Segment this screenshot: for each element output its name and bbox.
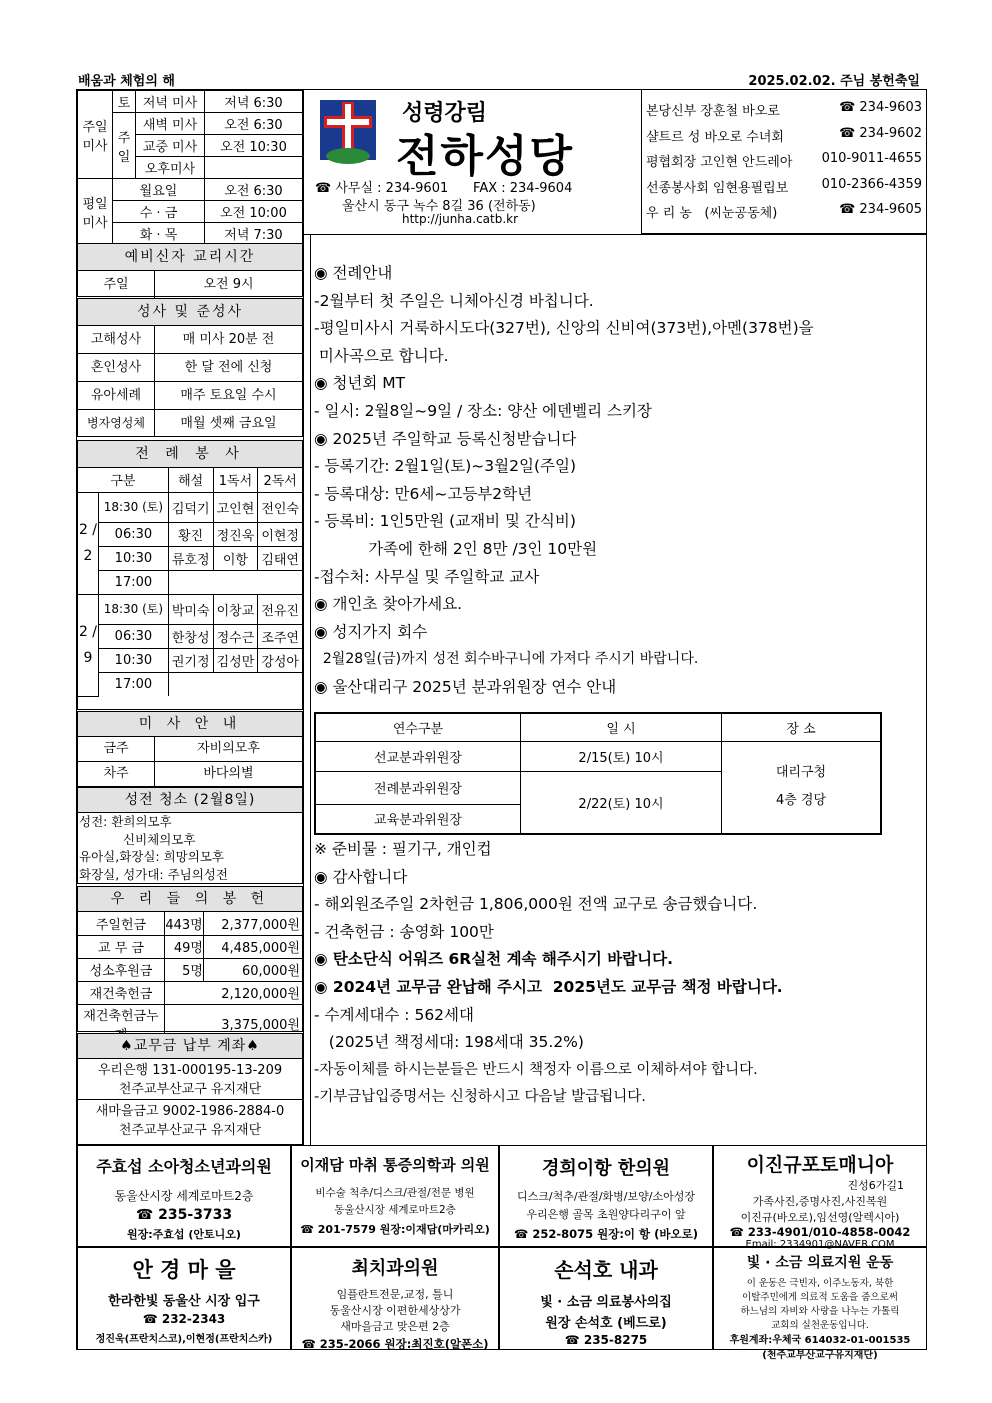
sacrament-info: 매주 토요일 수시 <box>180 388 277 403</box>
ad-phone: ☎ 235-3733 <box>135 1207 233 1223</box>
weekday-day: 월요일 <box>113 179 205 201</box>
training-group: 전례분과위원장 <box>315 771 521 804</box>
ad-line: 이 운동은 극빈자, 이주노동자, 북한 <box>746 1278 894 1289</box>
ad-title: 이재담 마취 통증의학과 의원 <box>300 1156 490 1174</box>
ad-line: 빛 · 소금 의료봉사의집 <box>540 1295 672 1310</box>
reader-1: 김성만 <box>213 648 258 672</box>
ad-title: 경희이항 한의원 <box>542 1158 670 1179</box>
staff-name: 샬트르 성 바오로 수녀회 <box>646 129 784 145</box>
commentator: 한창성 <box>168 624 213 648</box>
fax-text: FAX : 234-9604 <box>473 181 573 196</box>
offering-count: 5명 <box>165 958 204 981</box>
liturgy-header: 해설 <box>168 468 213 492</box>
ad-account: 후원계좌:우체국 614032-01-001535 <box>729 1335 911 1346</box>
training-place-room: 4층 경당 <box>775 793 827 809</box>
ad-oriental-clinic <box>499 1145 713 1247</box>
training-group: 교육분과위원장 <box>315 804 521 834</box>
liturgy-header: 2독서 <box>258 468 302 492</box>
office-phone <box>315 177 572 196</box>
account-2 <box>78 1099 302 1140</box>
offering-amount: 3,375,000원 <box>165 1004 303 1043</box>
liturgy-time: 06:30 <box>99 522 169 546</box>
reader-2: 강성아 <box>258 648 302 672</box>
staff-name: 평협회장 고인현 안드레아 <box>646 155 793 170</box>
ad-line: 임플란트전문,교정, 틀니 <box>336 1288 454 1301</box>
sacrament-name: 혼인성사 <box>78 354 155 381</box>
account-title: ♠교무금 납부 계좌♠ <box>78 1034 302 1059</box>
mass-guide-group: 자비의모후 <box>197 741 260 756</box>
offering-label: 재건축헌금누 <box>78 1004 165 1043</box>
divider <box>303 90 304 1145</box>
ad-internal-medicine <box>499 1247 713 1350</box>
sacrament-name: 유아세례 <box>78 382 155 409</box>
ad-title: 빛 · 소금 의료지원 운동 <box>746 1255 894 1271</box>
offering-label: 주일헌금 <box>78 912 165 935</box>
liturgy-empty <box>168 672 302 696</box>
notice-line: - 등록대상: 만6세~고등부2학년 <box>314 484 533 503</box>
notice-line: 가족에 한해 2인 8만 /3인 10만원 <box>314 539 598 558</box>
staff-name: 선종봉사회 임현용필립보 <box>646 180 789 196</box>
offering-amount: 60,000원 <box>204 958 303 981</box>
offering-label: 교 무 금 <box>78 935 165 958</box>
header-date: 2025.02.02. 주님 봉헌축일 <box>748 74 920 89</box>
notices-upper <box>314 260 904 702</box>
saturday-label: 토 <box>113 91 136 113</box>
reader-2: 전인숙 <box>258 492 302 522</box>
divider <box>303 234 927 235</box>
sacrament-row <box>78 409 302 437</box>
ad-phone: ☎ 233-4901/010-4858-0042 <box>729 1225 911 1239</box>
sacraments-section <box>77 298 303 437</box>
ad-line: 이탈주민에게 의료적 도움을 줌으로써 <box>742 1292 898 1303</box>
training-place-name: 대리구청 <box>775 765 827 781</box>
weekday-time: 오전 6:30 <box>205 179 303 201</box>
ad-line: 동울산시장 세계로마트2층 <box>114 1189 254 1203</box>
ad-line: 정진욱(프란치스코),이현정(프란치스카) <box>95 1334 273 1345</box>
ad-medical-support <box>713 1247 927 1361</box>
staff-row <box>646 100 922 126</box>
weekday-mass-label: 평일 미사 <box>78 179 113 245</box>
offering-count: 49명 <box>165 935 204 958</box>
reader-1: 정진욱 <box>213 522 258 546</box>
sacrament-name: 고해성사 <box>78 326 155 353</box>
mass-name: 새벽 미사 <box>136 113 205 135</box>
liturgy-time: 17:00 <box>99 672 169 696</box>
mass-guide-row <box>78 737 302 761</box>
liturgy-time: 18:30 (토) <box>99 594 169 624</box>
notice-line: - 해외원조주일 2차헌금 1,806,000원 전액 교구로 송금했습니다. <box>314 895 758 914</box>
notice-heading: ◉ 울산대리구 2025년 분과위원장 연수 안내 <box>314 677 617 696</box>
offering-label: 성소후원금 <box>78 958 165 981</box>
notice-line: (2025년 책정세대: 198세대 35.2%) <box>314 1033 584 1052</box>
sacrament-row <box>78 381 302 409</box>
ad-phone: ☎ 235-8275 <box>564 1333 648 1347</box>
mass-time: 오전 10:30 <box>205 135 303 157</box>
training-header: 장 소 <box>722 713 882 741</box>
liturgy-title: 전 례 봉 사 <box>78 441 302 468</box>
catechumen-day: 주일 <box>78 271 155 298</box>
liturgy-time: 17:00 <box>99 570 169 594</box>
account-number: 우리은행 131-000195-13-209 <box>97 1063 283 1078</box>
notice-line: -기부금납입증명서는 신청하시고 다음날 발급됩니다. <box>314 1089 646 1106</box>
ad-title: 이진규포토매니아 <box>746 1154 894 1176</box>
cleaning-line: 유아실,화장실: 희망의모후 <box>79 849 224 864</box>
staff-row <box>646 202 922 228</box>
ad-phone: ☎ 201-7579 원장:이재담(마카리오) <box>300 1223 490 1236</box>
commentator: 김덕기 <box>168 492 213 522</box>
church-logo <box>318 98 378 168</box>
mass-guide-week: 금주 <box>78 737 155 761</box>
notices-lower <box>314 836 904 1112</box>
ad-title: 안 경 마 을 <box>132 1258 236 1282</box>
website-link[interactable]: http://junha.catb.kr <box>402 212 519 226</box>
reader-2: 이현정 <box>258 522 302 546</box>
cleaning-line: 화장실, 성가대: 주님의성전 <box>79 866 228 882</box>
cleaning-title: 성전 청소 (2월8일) <box>78 788 302 813</box>
account-holder: 천주교부산교구 유지재단 <box>118 1082 262 1097</box>
commentator: 황진 <box>168 522 213 546</box>
ad-email: Email: 2334901@NAVER.COM <box>745 1239 895 1250</box>
ad-optical-store <box>77 1247 291 1350</box>
offering-title: 우 리 들 의 봉 헌 <box>78 887 302 912</box>
account-1 <box>78 1059 302 1099</box>
ad-phone: ☎ 235-2066 원장:최진호(알폰소) <box>301 1337 489 1351</box>
ad-line: 우리은행 골목 초원양다리구이 앞 <box>526 1208 686 1221</box>
office-phone-text: ☎ 사무실 : 234-9601 <box>315 181 449 196</box>
ad-line: 진성6가길1 <box>847 1179 904 1192</box>
notice-line: -접수처: 사무실 및 주일학교 교사 <box>314 567 540 586</box>
notice-heading: ◉ 전례안내 <box>314 264 393 282</box>
sacrament-name: 병자영성체 <box>78 410 155 437</box>
liturgy-time: 10:30 <box>99 546 169 570</box>
notice-line: 미사곡으로 합니다. <box>314 346 449 365</box>
notice-heading: ◉ 감사합니다 <box>314 867 408 886</box>
offering-amount: 4,485,000원 <box>204 935 303 958</box>
staff-name: 우 리 농 (씨눈공동체) <box>646 206 778 221</box>
ad-title: 주효섭 소아청소년과의원 <box>96 1157 272 1176</box>
ad-line: 이진규(바오로),임선영(알렉시아) <box>740 1211 900 1224</box>
offering-count: 443명 <box>165 912 204 935</box>
catechumen-row <box>78 271 302 298</box>
week-date: 2 / 2 <box>78 492 99 594</box>
staff-tel: 010-9011-4655 <box>821 151 922 166</box>
reader-2: 조주연 <box>258 624 302 648</box>
training-place <box>722 741 882 834</box>
reader-1: 이창교 <box>213 594 258 624</box>
notice-heading: ◉ 성지가지 회수 <box>314 622 428 641</box>
account-holder: 천주교부산교구 유지재단 <box>118 1123 262 1138</box>
liturgy-header: 구분 <box>78 468 168 492</box>
cleaning-section <box>77 787 303 884</box>
notice-line: -2월부터 첫 주일은 니체아신경 바칩니다. <box>314 291 594 310</box>
mass-guide-title: 미 사 안 내 <box>78 712 302 737</box>
ad-line: 원장:주효섭 (안토니오) <box>127 1228 241 1241</box>
sacrament-info: 매 미사 20분 전 <box>182 332 275 347</box>
weekday-time: 저녁 7:30 <box>205 223 303 245</box>
staff-tel: ☎ 234-9605 <box>839 202 922 217</box>
offering-label: 재건축헌금 <box>78 981 165 1004</box>
ad-line: 디스크/척추/관절/화병/보양/소아성장 <box>517 1190 695 1203</box>
divider <box>310 234 311 1145</box>
ad-line: 하느님의 자비와 사랑을 나누는 가톨릭 <box>740 1306 900 1317</box>
mass-guide-section <box>77 711 303 787</box>
ad-line: 한라한빛 동울산 시장 입구 <box>108 1294 260 1309</box>
staff-row <box>646 177 922 203</box>
mass-guide-group: 바다의별 <box>203 766 254 781</box>
ad-line: 비수술 척추/디스크/관절/전문 병원 <box>315 1187 475 1199</box>
liturgy-section <box>77 440 303 710</box>
notice-line: ※ 준비물 : 필기구, 개인컵 <box>314 840 492 858</box>
staff-row <box>646 151 922 177</box>
notice-heading: ◉ 2024년 교무금 완납해 주시고 2025년도 교무금 책정 바랍니다. <box>314 977 783 996</box>
cleaning-line: 성전: 환희의모후 <box>79 814 172 829</box>
catechumen-title: 예비신자 교리시간 <box>78 244 302 271</box>
weekday-time: 오전 10:00 <box>205 201 303 223</box>
sacraments-title: 성사 및 준성사 <box>78 299 302 326</box>
ad-account-holder: (천주교부산교구유지재단) <box>762 1350 878 1361</box>
ad-dental-clinic <box>291 1247 499 1350</box>
staff-tel: ☎ 234-9603 <box>839 100 922 115</box>
cleaning-line: 신비체의모후 <box>123 831 196 847</box>
notice-line: - 등록기간: 2월1일(토)~3월2일(주일) <box>314 457 576 476</box>
week-date: 2 / 9 <box>78 594 99 696</box>
staff-row <box>646 126 922 152</box>
notice-line: - 건축헌금 : 송영화 100만 <box>314 922 494 941</box>
church-name: 전하성당 <box>396 131 575 182</box>
ad-phone: ☎ 232-2343 <box>142 1312 226 1326</box>
ad-line: 원장 손석호 (베드로) <box>545 1316 667 1331</box>
cross-emblem-icon <box>318 98 378 168</box>
reader-2: 전유진 <box>258 594 302 624</box>
notice-heading: ◉ 2025년 주일학교 등록신청받습니다 <box>314 429 577 448</box>
ad-line: 가족사진,증명사진,사진복원 <box>752 1195 888 1208</box>
notice-heading: ◉ 탄소단식 어워즈 6R실천 계속 해주시기 바랍니다. <box>314 950 673 969</box>
sacrament-row <box>78 353 302 381</box>
notice-heading: ◉ 청년회 MT <box>314 374 406 393</box>
ad-photo-studio <box>713 1145 927 1250</box>
training-table <box>314 712 882 835</box>
sunday-label: 주 일 <box>113 113 136 179</box>
notice-heading: ◉ 개인초 찾아가세요. <box>314 595 463 614</box>
mass-name: 오후미사 <box>136 157 205 179</box>
ad-title: 손석호 내과 <box>554 1258 658 1282</box>
logo-subtitle: 성령강림 <box>402 100 488 126</box>
notice-line: -평일미사시 거룩하시도다(327번), 신앙의 신비여(373번),아멘(378번)을 <box>314 319 814 338</box>
account-number: 새마을금고 9002-1986-2884-0 <box>95 1104 285 1119</box>
sacrament-row <box>78 326 302 353</box>
ad-phone: ☎ 252-8075 원장:이 항 (바오로) <box>514 1227 698 1241</box>
training-header: 연수구분 <box>315 713 521 741</box>
notice-line: - 수계세대수 : 562세대 <box>314 1005 474 1024</box>
ad-line: 동울산시장 세계로마트2층 <box>334 1204 456 1216</box>
address: 울산시 동구 녹수 8길 36 (전하동) <box>342 199 536 214</box>
cleaning-list <box>78 813 302 883</box>
commentator: 박미숙 <box>168 594 213 624</box>
staff-tel: ☎ 234-9602 <box>839 125 922 141</box>
staff-tel: 010-2366-4359 <box>821 176 922 192</box>
weekday-day: 화 · 목 <box>113 223 205 245</box>
mass-name: 교중 미사 <box>136 135 205 157</box>
liturgy-time: 10:30 <box>99 648 169 672</box>
notice-line: -자동이체를 하시는분들은 반드시 책정자 이름으로 이체하셔야 합니다. <box>314 1061 758 1078</box>
ad-line: 새마을금고 맞은편 2층 <box>340 1320 450 1333</box>
offering-table <box>78 912 302 1043</box>
sunday-mass-label: 주일 미사 <box>78 91 113 179</box>
commentator: 류호정 <box>168 546 213 570</box>
sacrament-info: 매월 셋째 금요일 <box>180 416 277 431</box>
mass-guide-row <box>78 761 302 786</box>
ad-title: 최치과의원 <box>351 1258 439 1279</box>
mass-guide-week: 차주 <box>78 762 155 786</box>
ad-pediatric-clinic <box>77 1145 291 1247</box>
reader-1: 이항 <box>213 546 258 570</box>
reader-1: 고인현 <box>213 492 258 522</box>
notice-line: - 일시: 2월8일~9일 / 장소: 양산 에덴벨리 스키장 <box>314 401 652 420</box>
ad-pain-clinic <box>291 1145 499 1247</box>
training-group: 선교분과위원장 <box>315 741 521 771</box>
liturgy-empty <box>168 570 302 594</box>
reader-2: 김태연 <box>258 546 302 570</box>
header-theme: 배움과 체험의 해 <box>78 74 175 89</box>
ad-line: 교회의 실천운동입니다. <box>771 1320 869 1331</box>
reader-1: 정수근 <box>213 624 258 648</box>
weekday-day: 수 · 금 <box>113 201 205 223</box>
training-date: 2/15(토) 10시 <box>521 741 722 771</box>
liturgy-header: 1독서 <box>213 468 258 492</box>
liturgy-table <box>78 468 302 697</box>
training-date: 2/22(토) 10시 <box>521 771 722 834</box>
offering-amount: 2,377,000원 <box>204 912 303 935</box>
staff-name: 본당신부 장훈철 바오로 <box>646 104 780 119</box>
offering-section <box>77 886 303 1032</box>
liturgy-time: 18:30 (토) <box>99 492 169 522</box>
catechumen-time: 오전 9시 <box>203 277 254 292</box>
notice-line: - 등록비: 1인5만원 (교재비 및 간식비) <box>314 512 576 531</box>
ad-line: 동울산시장 이편한세상상가 <box>329 1304 461 1317</box>
catechumen-section <box>77 243 303 297</box>
mass-time: 오전 6:30 <box>205 113 303 135</box>
training-header: 일 시 <box>521 713 722 741</box>
sacrament-info: 한 달 전에 신청 <box>184 360 273 375</box>
staff-list <box>646 100 922 228</box>
mass-time: 저녁 6:30 <box>205 91 303 113</box>
account-section <box>77 1033 303 1145</box>
mass-time <box>205 157 303 179</box>
notice-line: 2월28일(금)까지 성전 회수바구니에 가져다 주시기 바랍니다. <box>314 651 699 668</box>
offering-amount: 2,120,000원 <box>165 981 303 1004</box>
commentator: 권기정 <box>168 648 213 672</box>
liturgy-time: 06:30 <box>99 624 169 648</box>
mass-name: 저녁 미사 <box>136 91 205 113</box>
mass-schedule <box>77 90 303 245</box>
